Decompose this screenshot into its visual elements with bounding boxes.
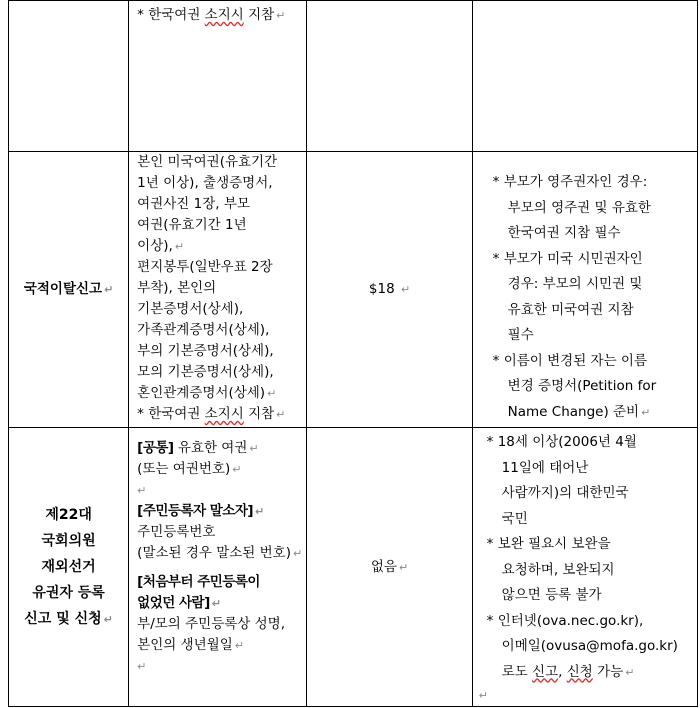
paragraph-mark-icon: ↵ (276, 408, 286, 421)
section-title: [주민등록자 말소자] ↵ (137, 503, 264, 519)
docs-line: 혼인관계증명서(상세) ↵ (137, 385, 277, 401)
note-line: 한국여권 지참 필수 (507, 225, 621, 241)
paragraph-mark-icon: ↵ (255, 505, 264, 518)
section-title: [공통] (137, 440, 174, 456)
paragraph-mark-icon: ↵ (103, 612, 113, 626)
docs-line: 여권(유효기간 1년 (137, 217, 247, 233)
paragraph-mark-icon: ↵ (211, 597, 221, 610)
paragraph-mark-icon: ↵ (174, 240, 185, 253)
spellcheck-word: 신청 (566, 663, 593, 680)
paragraph-mark-icon: ↵ (137, 660, 147, 673)
note-line: 이메일(ovusa@mofa.go.kr) (501, 638, 678, 654)
paragraph-mark-icon: ↵ (641, 405, 651, 419)
note-line: * 이름이 변경된 자는 이름 (492, 352, 647, 369)
row-label-line: 유권자 등록 (32, 584, 105, 601)
docs-line: 1년 이상), 출생증명서, (137, 175, 273, 191)
paragraph-mark-icon: ↵ (249, 442, 259, 455)
row-label-line: 국회의원 (41, 532, 96, 549)
paragraph-mark-icon: ↵ (267, 387, 277, 400)
document-table (8, 0, 698, 707)
paragraph-mark-icon: ↵ (398, 560, 409, 574)
docs-line: 본인의 생년월일 ↵ (137, 637, 244, 653)
paragraph-mark-icon: ↵ (625, 665, 635, 679)
docs-line: 주민등록번호 (137, 524, 216, 540)
row-label-line: 재외선거 (41, 558, 96, 575)
note-line: 필수 (507, 327, 534, 343)
row-label: 국적이탈신고 (23, 281, 103, 297)
docs-line: 본인 미국여권(유효기간 (137, 154, 278, 170)
docs-line: 기본증명서(상세), (137, 301, 244, 317)
fee-value: $18 (368, 281, 395, 297)
note-line: 경우: 부모의 시민권 및 (507, 276, 643, 292)
fee-cell (307, 152, 472, 428)
section-title: [처음부터 주민등록이 (137, 574, 260, 590)
docs-line: 가족관계증명서(상세), (137, 322, 270, 338)
note-line: 국민 (501, 510, 528, 527)
row-label-line: 제22대 (45, 506, 92, 523)
note-line: 로도 신고, 신청 가능 ↵ (501, 663, 635, 680)
table-row (9, 428, 698, 707)
docs-line: * 한국여권 소지시 지참 ↵ (137, 406, 286, 422)
docs-line: 부착), 본인의 (137, 280, 217, 296)
row-label-line: 신고 및 신청 ↵ (24, 610, 113, 627)
docs-line: 부/모의 주민등록상 성명, (137, 616, 286, 632)
docs-line: 이상), ↵ (137, 238, 185, 254)
note-line: Name Change) 준비 ↵ (507, 403, 651, 420)
note-line: 않으면 등록 불가 (501, 587, 602, 603)
docs-line: 부의 기본증명서(상세), (137, 343, 274, 359)
fee-cell (307, 428, 472, 707)
paragraph-mark-icon: ↵ (276, 9, 286, 22)
label-cell-empty (9, 1, 129, 152)
label-cell (9, 152, 129, 428)
note-cell (472, 428, 697, 707)
note-line: 부모의 영주권 및 유효한 (507, 199, 651, 216)
fee-cell-empty (307, 1, 472, 152)
paragraph-mark-icon: ↵ (234, 639, 244, 652)
paragraph-mark-icon: ↵ (293, 547, 303, 560)
docs-line: 모의 기본증명서(상세), (137, 364, 274, 380)
note-line: 사람까지)의 대한민국 (501, 485, 629, 501)
note-line: * 부모가 미국 시민권자인 (492, 250, 643, 267)
table-row (9, 152, 698, 428)
fee-value: 없음 (370, 558, 397, 575)
paragraph-mark-icon: ↵ (232, 463, 242, 476)
paragraph-mark-icon: ↵ (400, 283, 411, 296)
note-line: * 부모가 영주권자인 경우: (492, 174, 648, 190)
docs-line: [공통] 유효한 여권 ↵ (137, 440, 259, 456)
section-title: 없었던 사람] ↵ (137, 595, 221, 611)
note-line: 유효한 미국여권 지참 (507, 301, 634, 318)
paragraph-mark-icon: ↵ (104, 283, 114, 296)
label-cell (9, 428, 129, 707)
docs-cell (129, 1, 307, 152)
note-line: * 보완 필요시 보완을 (486, 536, 611, 552)
note-cell-empty (472, 1, 697, 152)
docs-line: 편지봉투(일반우표 2장 (137, 259, 273, 275)
note-line: 요청하며, 보완되지 (501, 561, 615, 578)
docs-line: 여권사진 1장, 부모 (137, 196, 250, 212)
note-line: 변경 증명서(Petition for (507, 378, 657, 394)
paragraph-mark-icon: ↵ (137, 484, 147, 497)
docs-line: (말소된 경우 말소된 번호) ↵ (137, 545, 303, 561)
spellcheck-word: 신고 (532, 663, 559, 680)
note-line: * 인터넷(ova.nec.go.kr), (486, 612, 644, 629)
docs-line: (또는 여권번호) ↵ (137, 461, 242, 477)
docs-line: * 한국여권 소지시 지참 ↵ (137, 7, 286, 23)
note-line: 11일에 태어난 (501, 459, 589, 476)
note-cell (472, 152, 697, 428)
docs-cell (129, 152, 307, 428)
spellcheck-word: 소지시 (204, 406, 244, 422)
note-line: * 18세 이상(2006년 4월 (486, 434, 637, 450)
spellcheck-word: 소지시 (204, 7, 244, 23)
docs-cell (129, 428, 307, 707)
paragraph-mark-icon: ↵ (478, 689, 488, 702)
table-row (9, 1, 698, 152)
